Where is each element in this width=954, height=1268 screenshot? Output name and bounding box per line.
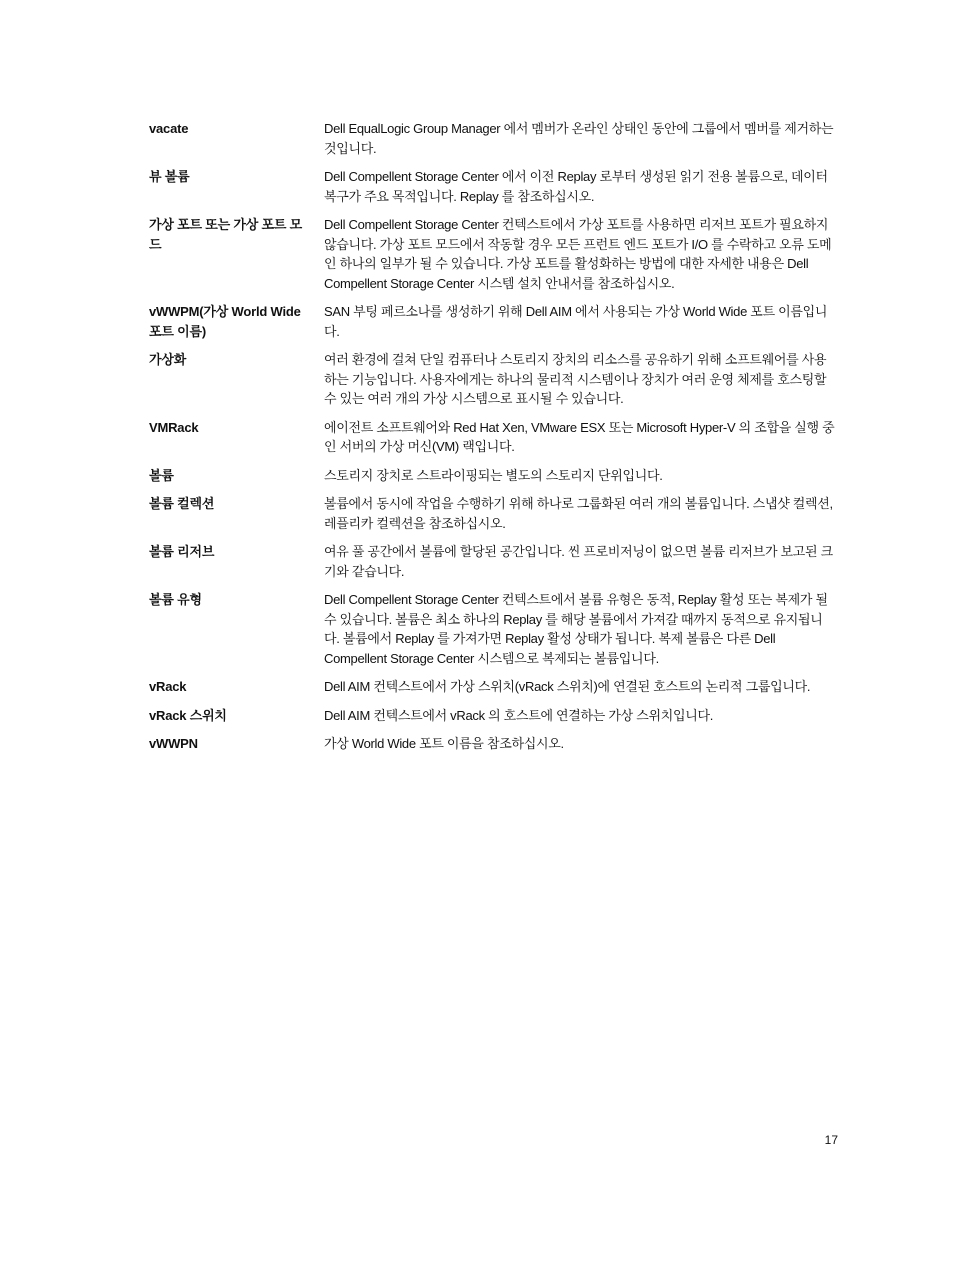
glossary-definition: Dell Compellent Storage Center 컨텍스트에서 볼륨 유형은 동적, Replay 활성 또는 복제가 될 수 있습니다. 볼륨은 최소 하나의 Replay 를 해당 볼륨에서 가져갈 때까지 동적으로 유지됩니다. 볼륨에서 Replay 를 가져가면 Replay 활성 상태가 됩니다. 복제 볼륨은 다른 Dell Compellent Storage Center 시스템으로 복제되는 볼륨입니다. [324, 592, 828, 666]
glossary-term: 볼륨 유형 [149, 592, 202, 607]
glossary-entry-volume [149, 466, 839, 486]
glossary-definition: Dell AIM 컨텍스트에서 가상 스위치(vRack 스위치)에 연결된 호스트의 논리적 그룹입니다. [324, 679, 811, 694]
glossary-definition: 가상 World Wide 포트 이름을 참조하십시오. [324, 736, 564, 751]
glossary-term: 볼륨 [149, 467, 174, 483]
glossary-term: vRack [149, 679, 187, 694]
glossary-entry-vmrack [149, 418, 839, 457]
glossary-entry-vrack [149, 677, 839, 697]
glossary-definition: Dell EqualLogic Group Manager 에서 멤버가 온라인 상태인 동안에 그룹에서 멤버를 제거하는 것입니다. [324, 121, 834, 156]
glossary-term: vWWPN [149, 736, 198, 751]
glossary-definition: SAN 부팅 페르소나를 생성하기 위해 Dell AIM 에서 사용되는 가상 World Wide 포트 이름입니다. [324, 304, 828, 339]
page-number: 17 [824, 1133, 838, 1147]
glossary-entry-volume-reserve [149, 542, 839, 581]
glossary-term: VMRack [149, 419, 199, 435]
glossary-entry-virtualization [149, 350, 839, 409]
glossary-definition: 스토리지 장치로 스트라이핑되는 별도의 스토리지 단위입니다. [324, 467, 663, 483]
glossary-term: 가상 포트 또는 가상 포트 모드 [149, 217, 302, 252]
glossary-definition: Dell Compellent Storage Center 컨텍스트에서 가상 포트를 사용하면 리저브 포트가 필요하지 않습니다. 가상 포트 모드에서 작동할 경우 모든 프런트 엔드 포트가 I/O 를 수락하고 오류 도메인 하나의 일부가 될 수 있습니다. 가상 포트를 활성화하는 방법에 대한 자세한 내용은 Dell Compellent Storage Center 시스템 설치 안내서를 참조하십시오. [324, 217, 832, 291]
glossary-entry-view-volume [149, 167, 839, 206]
glossary-term: 볼륨 컬렉션 [149, 496, 215, 511]
glossary-entry-vrack-switch [149, 706, 839, 726]
glossary-term: 볼륨 리저브 [149, 544, 215, 559]
glossary-entry-vacate [149, 119, 839, 158]
glossary-definition: Dell AIM 컨텍스트에서 vRack 의 호스트에 연결하는 가상 스위치입니다. [324, 707, 714, 723]
glossary-entry-vwwpn [149, 734, 839, 754]
glossary-list [149, 119, 839, 763]
glossary-entry-volume-collection [149, 494, 839, 533]
glossary-entry-virtual-port [149, 215, 839, 293]
glossary-definition: 에이전트 소프트웨어와 Red Hat Xen, VMware ESX 또는 Microsoft Hyper-V 의 조합을 실행 중인 서버의 가상 머신(VM) 랙입니다. [324, 419, 835, 454]
glossary-term: 뷰 볼륨 [149, 169, 190, 184]
glossary-entry-volume-type [149, 590, 839, 668]
glossary-definition: 여유 풀 공간에서 볼륨에 할당된 공간입니다. 씬 프로비저닝이 없으면 볼륨 리저브가 보고된 크기와 같습니다. [324, 544, 833, 579]
glossary-term: vRack 스위치 [149, 707, 227, 723]
glossary-term: 가상화 [149, 352, 187, 367]
glossary-term: vacate [149, 121, 189, 136]
glossary-definition: 볼륨에서 동시에 작업을 수행하기 위해 하나로 그룹화된 여러 개의 볼륨입니다. 스냅샷 컬렉션, 레플리카 컬렉션을 참조하십시오. [324, 496, 833, 531]
glossary-definition: Dell Compellent Storage Center 에서 이전 Replay 로부터 생성된 읽기 전용 볼륨으로, 데이터 복구가 주요 목적입니다. Replay 를 참조하십시오. [324, 169, 828, 204]
glossary-term: vWWPM(가상 World Wide 포트 이름) [149, 304, 301, 339]
glossary-entry-vwwpm [149, 302, 839, 341]
glossary-definition: 여러 환경에 걸쳐 단일 컴퓨터나 스토리지 장치의 리소스를 공유하기 위해 소프트웨어를 사용하는 기능입니다. 사용자에게는 하나의 물리적 시스템이나 장치가 여러 운영 체제를 호스팅할 수 있는 여러 개의 가상 시스템으로 표시될 수 있습니다. [324, 352, 827, 406]
